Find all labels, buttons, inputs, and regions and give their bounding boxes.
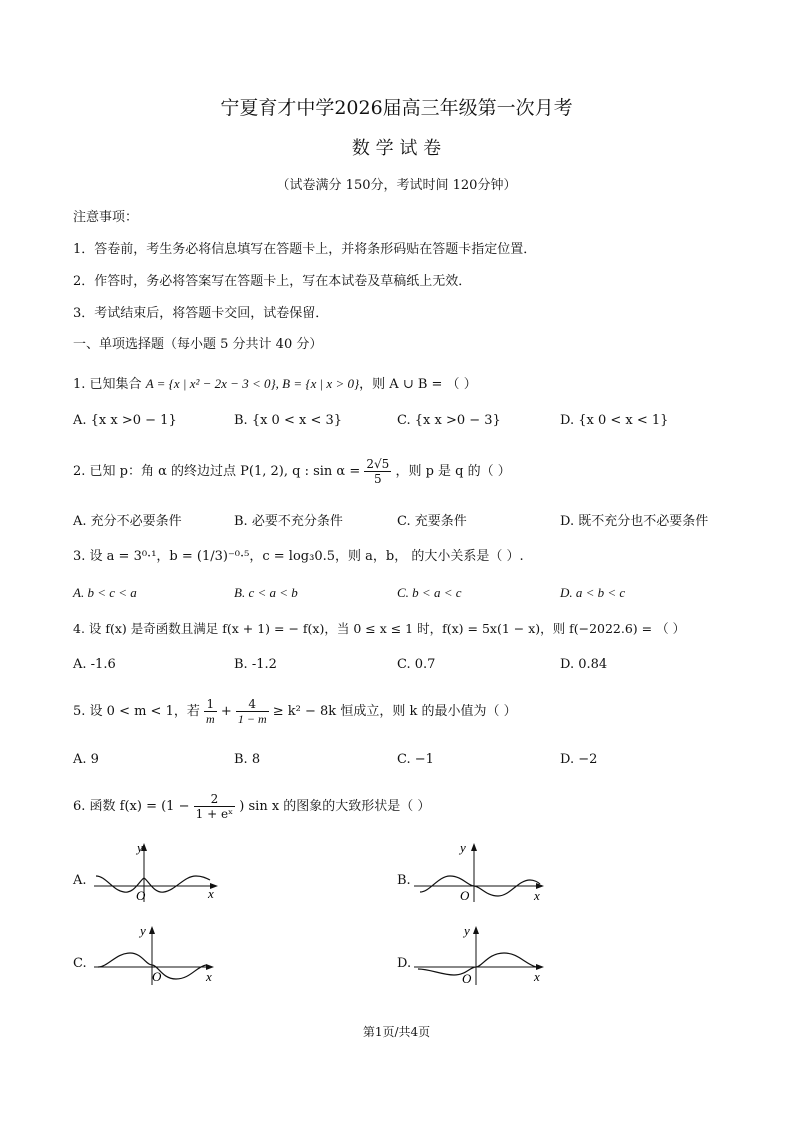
q6-option-d-label: D. — [397, 956, 412, 971]
q6-option-a-label: A. — [73, 873, 87, 888]
q2-stem-b: ，则 p 是 q 的（ ） — [395, 464, 511, 479]
q5-option-a: A. 9 — [73, 752, 99, 767]
q3-option-b: B. c < a < b — [234, 585, 298, 600]
q4-option-d: D. 0.84 — [560, 657, 608, 672]
q3-option-a: A. b < c < a — [73, 585, 137, 600]
q4-option-b: B. -1.2 — [234, 657, 277, 672]
q5-stem-b: ≥ k² − 8k 恒成立，则 k 的最小值为（ ） — [272, 704, 517, 719]
q1-set-b: , B = {x | x > 0} — [275, 376, 360, 391]
q6-numerator: 2 — [194, 792, 236, 807]
q6-option-c-label: C. — [73, 956, 87, 971]
exam-info: （试卷满分 150分，考试时间 120分钟） — [276, 178, 517, 193]
q5-f2-denominator: 1 − m — [237, 712, 267, 726]
q6-a-axis-y: y — [137, 840, 143, 855]
q3-option-d: D. a < b < c — [560, 585, 626, 600]
q2-option-b: B. 必要不充分条件 — [234, 514, 343, 529]
q5-fraction-2 — [236, 697, 269, 726]
q1-option-c: C. {x x >0 − 3} — [397, 413, 501, 428]
q1-option-d: D. {x 0 < x < 1} — [560, 413, 669, 428]
notice-item-3: 3．考试结束后，将答题卡交回，试卷保留． — [73, 306, 329, 321]
q2-denominator: 5 — [374, 472, 382, 486]
question-6-stem — [73, 787, 430, 827]
page-number: 第1页/共4页 — [362, 1025, 431, 1039]
q6-graph-b — [412, 840, 552, 906]
q6-stem-b: ) sin x 的图象的大致形状是（ ） — [239, 799, 431, 814]
q3-option-c: C. b < a < c — [397, 585, 462, 600]
q4-option-c: C. 0.7 — [397, 657, 436, 672]
q5-option-d: D. −2 — [560, 752, 598, 767]
q6-c-axis-y: y — [140, 923, 146, 938]
q6-c-origin: O — [152, 969, 162, 984]
q5-f2-numerator: 4 — [236, 697, 269, 712]
q6-stem-a: 6. 函数 f(x) = (1 − — [73, 799, 190, 814]
q6-graph-c — [92, 923, 222, 989]
q6-a-axis-x: x — [208, 886, 214, 901]
q5-plus: + — [220, 704, 232, 719]
q2-numerator: 2√5 — [366, 457, 390, 471]
q6-d-axis-x: x — [534, 969, 540, 984]
q6-b-origin: O — [460, 888, 470, 903]
q4-option-a: A. -1.6 — [73, 657, 116, 672]
q6-b-axis-y: y — [460, 840, 466, 855]
q6-graph-a — [92, 840, 222, 906]
q1-option-b: B. {x 0 < x < 3} — [234, 413, 343, 428]
q5-fraction-1 — [204, 697, 217, 726]
question-5-stem — [73, 692, 517, 732]
q2-option-a: A. 充分不必要条件 — [73, 514, 182, 529]
q5-stem-a: 5. 设 0 < m < 1，若 — [73, 704, 200, 719]
q2-fraction — [364, 457, 391, 486]
q6-fraction — [194, 792, 236, 821]
notice-item-1: 1．答卷前，考生务必将信息填写在答题卡上，并将条形码贴在答题卡指定位置． — [73, 242, 537, 257]
q6-d-axis-y: y — [464, 923, 470, 938]
q6-b-axis-x: x — [534, 888, 540, 903]
q5-option-c: C. −1 — [397, 752, 434, 767]
question-1-stem — [73, 376, 477, 393]
q5-option-b: B. 8 — [234, 752, 261, 767]
section-heading: 一、单项选择题（每小题 5 分共计 40 分） — [73, 337, 323, 352]
q6-option-b-label: B. — [397, 873, 411, 888]
q6-c-axis-x: x — [206, 969, 212, 984]
question-3-stem: 3. 设 a = 3⁰·¹，b = (1/3)⁻⁰·⁵，c = log₃0.5，则 a，b， 的大小关系是（ ）. — [73, 549, 524, 564]
exam-title: 宁夏育才中学2026届高三年级第一次月考 — [220, 97, 573, 119]
q6-a-origin: O — [136, 888, 146, 903]
q2-stem-a: 2. 已知 p：角 α 的终边过点 P(1, 2), q : sin α = — [73, 464, 361, 479]
q2-option-c: C. 充要条件 — [397, 514, 467, 529]
q2-option-d: D. 既不充分也不必要条件 — [560, 514, 709, 529]
exam-subtitle: 数 学 试 卷 — [351, 138, 442, 159]
question-4-stem: 4. 设 f(x) 是奇函数且满足 f(x + 1) = − f(x)，当 0 ≤ x ≤ 1 时，f(x) = 5x(1 − x)，则 f(−2022.6) = （ ） — [73, 621, 686, 636]
notice-heading: 注意事项： — [73, 210, 139, 225]
q5-f1-denominator: m — [206, 712, 215, 726]
notice-item-2: 2．作答时，务必将答案写在答题卡上，写在本试卷及草稿纸上无效． — [73, 274, 472, 289]
q1-stem-b: ，则 A ∪ B = （ ） — [359, 377, 477, 392]
q6-d-origin: O — [462, 971, 472, 986]
q1-option-a: A. {x x >0 − 1} — [73, 413, 177, 428]
q5-f1-numerator: 1 — [204, 697, 217, 712]
q6-graph-d — [412, 923, 552, 989]
q6-denominator: 1 + eˣ — [195, 807, 234, 821]
q1-set-a: A = {x | x² − 2x − 3 < 0} — [145, 376, 276, 391]
question-2-stem — [73, 452, 511, 492]
q1-stem-a: 1. 已知集合 — [73, 377, 142, 392]
